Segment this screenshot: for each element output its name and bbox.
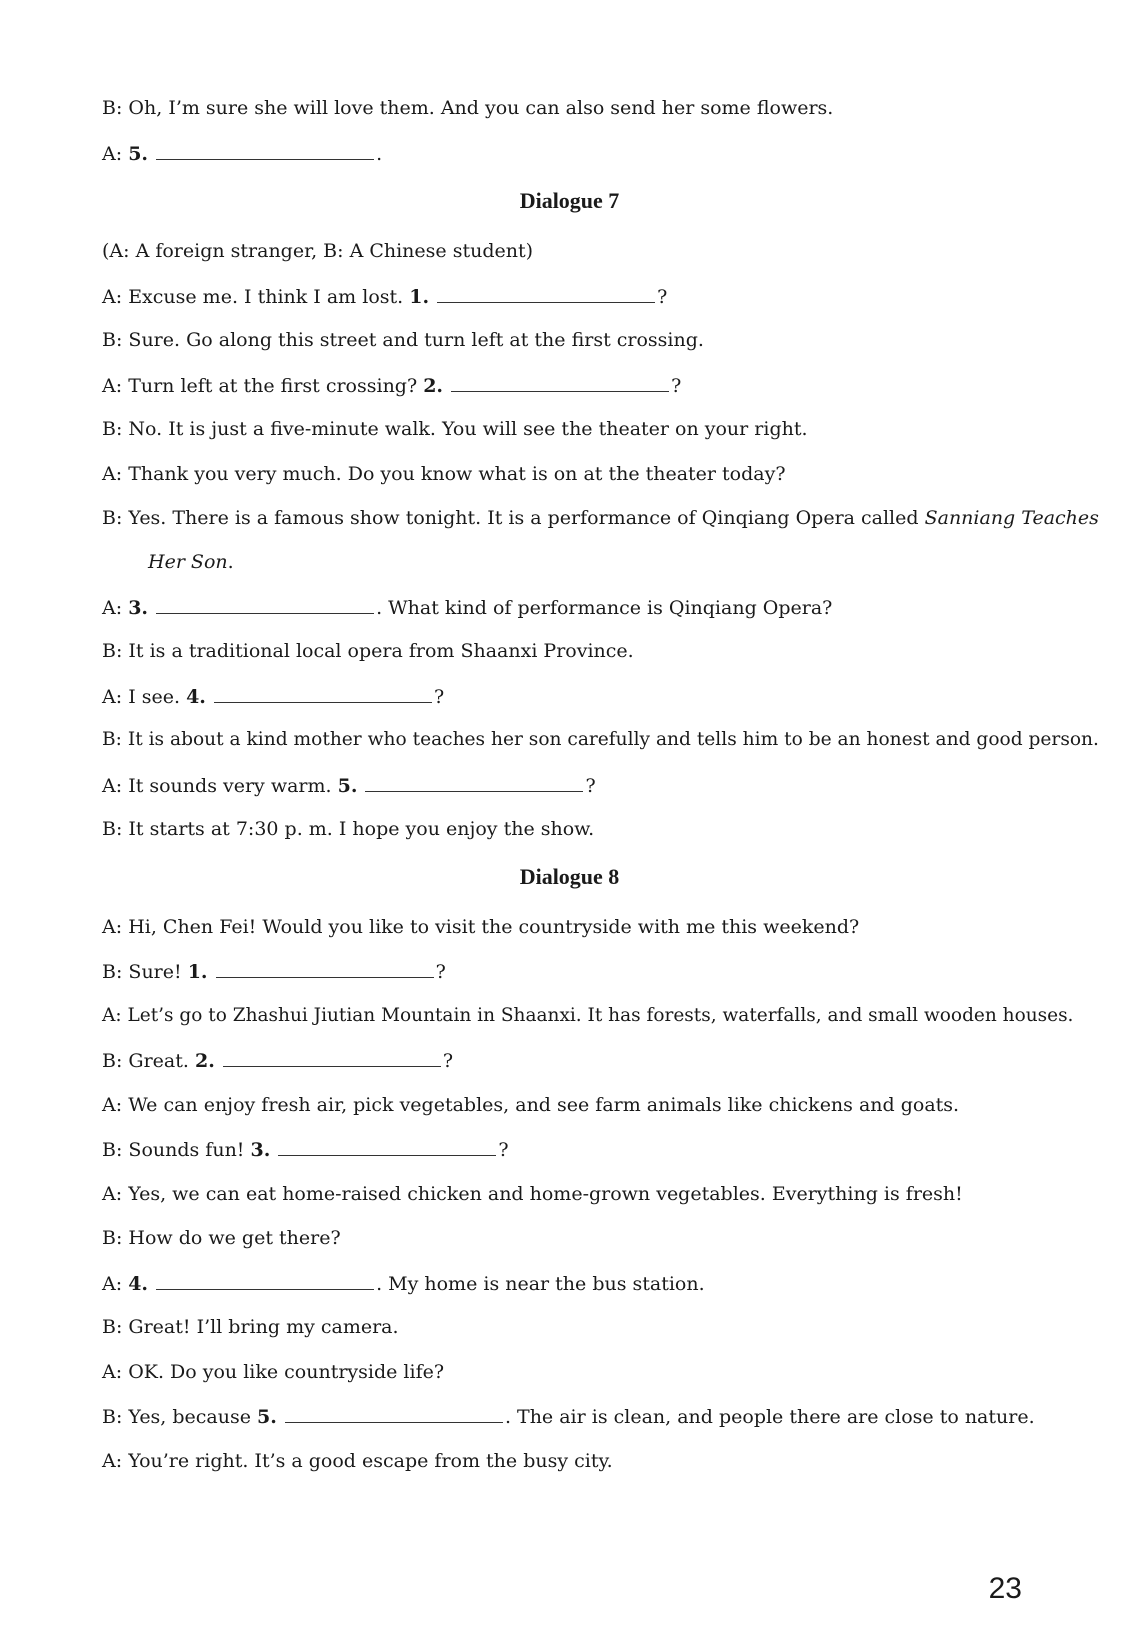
speaker-label: B — [102, 1227, 116, 1249]
speaker-label: B — [102, 818, 116, 840]
dialogue-line: A: Excuse me. I think I am lost. 1. ? — [102, 286, 668, 308]
speaker-label: A — [102, 916, 116, 938]
question-number: 4. — [128, 1273, 149, 1295]
line-text: We can enjoy fresh air, pick vegetables, and see farm animals like chickens and goats. — [128, 1094, 960, 1116]
dialogue-line: A: We can enjoy fresh air, pick vegetables, and see farm animals like chickens and goats. — [102, 1094, 960, 1116]
speaker-label: B — [102, 97, 116, 119]
section-title: Dialogue 7 — [519, 188, 620, 213]
speaker-label: B — [102, 640, 116, 662]
line-text: No. It is just a five-minute walk. You will see the theater on your right. — [128, 418, 808, 440]
answer-blank[interactable] — [278, 1137, 496, 1156]
line-text: It is about a kind mother who teaches her son carefully and tells him to be an honest and good person. — [127, 729, 1099, 750]
line-text: Turn left at the first crossing? — [128, 375, 418, 397]
question-number: 3. — [128, 597, 149, 619]
line-text: Sounds fun! — [128, 1139, 245, 1161]
line-text-after: ? — [657, 286, 668, 308]
answer-blank[interactable] — [156, 141, 374, 160]
question-number: 1. — [187, 961, 208, 983]
line-text: Excuse me. I think I am lost. — [128, 286, 404, 308]
answer-blank[interactable] — [285, 1404, 503, 1423]
line-text-after: ? — [435, 961, 446, 983]
dialogue-line: B: No. It is just a five-minute walk. You will see the theater on your right. — [102, 418, 808, 440]
speaker-label: A — [102, 775, 116, 797]
line-text-after: . What kind of performance is Qinqiang Opera? — [376, 597, 833, 619]
line-text: Sure. Go along this street and turn left at the first crossing. — [128, 329, 704, 351]
dialogue-line: B: Yes. There is a famous show tonight. It is a performance of Qinqiang Opera called Sanniang Teaches — [102, 507, 1099, 529]
dialogue-line: A: Thank you very much. Do you know what is on at the theater today? — [102, 463, 786, 485]
dialogue-line: B: Yes, because 5. . The air is clean, and people there are close to nature. — [102, 1406, 1035, 1428]
question-number: 5. — [128, 143, 149, 165]
dialogue-line: B: It is a traditional local opera from Shaanxi Province. — [102, 640, 634, 662]
answer-blank[interactable] — [437, 284, 655, 303]
dialogue-line: B: Sounds fun! 3. ? — [102, 1139, 509, 1161]
opera-title: Her Son — [148, 551, 228, 573]
line-text: I see. — [128, 686, 181, 708]
speaker-label: A — [102, 686, 116, 708]
line-text: Great. — [128, 1050, 189, 1072]
line-text: Yes. There is a famous show tonight. It is a performance of Qinqiang Opera called — [128, 507, 919, 529]
line-text: Oh, I’m sure she will love them. And you can also send her some flowers. — [128, 97, 834, 119]
line-text-after: ? — [585, 775, 596, 797]
question-number: 3. — [250, 1139, 271, 1161]
answer-blank[interactable] — [156, 595, 374, 614]
speaker-label: A — [102, 143, 116, 165]
dialogue-line: B: Sure. Go along this street and turn left at the first crossing. — [102, 329, 704, 351]
line-text-after: ? — [433, 686, 445, 708]
section-title: Dialogue 8 — [519, 864, 620, 889]
speaker-label: A — [102, 463, 116, 485]
line-text: Let’s go to Zhashui Jiutian Mountain in Shaanxi. It has forests, waterfalls, and small wooden houses. — [127, 1005, 1074, 1026]
speaker-label: B — [102, 1316, 116, 1338]
dialogue-line-continuation — [148, 550, 1039, 574]
answer-blank[interactable] — [451, 373, 669, 392]
dialogue-line: A: 3. . What kind of performance is Qinqiang Opera? — [102, 597, 833, 619]
line-text-after: . The air is clean, and people there are close to nature. — [504, 1406, 1035, 1428]
dialogue-line: B: Oh, I’m sure she will love them. And you can also send her some flowers. — [102, 97, 834, 119]
dialogue-line: A: It sounds very warm. 5. ? — [102, 775, 596, 797]
dialogue-line: A: Yes, we can eat home-raised chicken and home-grown vegetables. Everything is fresh! — [102, 1183, 963, 1205]
dialogue-line: B: Sure! 1. ? — [102, 961, 446, 983]
speaker-label: B — [102, 329, 116, 351]
dialogue-line: A: Hi, Chen Fei! Would you like to visit the countryside with me this weekend? — [102, 916, 860, 938]
speaker-label: A — [102, 1273, 116, 1295]
dialogue-line: A: 4. . My home is near the bus station. — [102, 1273, 705, 1295]
speaker-label: A — [102, 286, 116, 308]
opera-title: Sanniang Teaches — [924, 507, 1099, 529]
question-number: 1. — [409, 286, 430, 308]
roles-note: (A: A foreign stranger, B: A Chinese student) — [102, 240, 534, 262]
line-text: Hi, Chen Fei! Would you like to visit the countryside with me this weekend? — [128, 916, 860, 938]
speaker-label: A — [102, 1450, 116, 1472]
line-text-after: . My home is near the bus station. — [376, 1273, 705, 1295]
question-number: 4. — [186, 686, 206, 708]
dialogue-line: A: 5. . — [102, 143, 383, 165]
dialogue-line: A: Let’s go to Zhashui Jiutian Mountain in Shaanxi. It has forests, waterfalls, and small wooden houses. — [102, 1005, 1074, 1026]
speaker-label: A — [102, 1183, 116, 1205]
speaker-label: B — [102, 961, 116, 983]
line-text: Thank you very much. Do you know what is on at the theater today? — [128, 463, 786, 485]
question-number: 5. — [337, 775, 358, 797]
question-number: 2. — [423, 375, 444, 397]
line-text-after: . — [376, 143, 383, 165]
page-number: 23 — [988, 1572, 1022, 1605]
line-text-after: ? — [442, 1050, 454, 1072]
answer-blank[interactable] — [214, 684, 432, 703]
line-text: Great! I’ll bring my camera. — [128, 1316, 399, 1338]
dialogue-line: B: It is about a kind mother who teaches her son carefully and tells him to be an honest and good person. — [102, 729, 1099, 750]
dialogue-line: B: Great. 2. ? — [102, 1050, 454, 1072]
answer-blank[interactable] — [365, 773, 583, 792]
speaker-label: A — [102, 1005, 116, 1026]
dialogue-line: B: Great! I’ll bring my camera. — [102, 1316, 399, 1338]
speaker-label: A — [102, 597, 116, 619]
dialogue-line: B: It starts at 7:30 p. m. I hope you enjoy the show. — [102, 818, 595, 840]
speaker-label: B — [102, 418, 116, 440]
answer-blank[interactable] — [216, 959, 434, 978]
line-text: How do we get there? — [128, 1227, 341, 1249]
line-text: It is a traditional local opera from Shaanxi Province. — [128, 640, 634, 662]
speaker-label: B — [102, 729, 116, 750]
question-number: 2. — [194, 1050, 215, 1072]
line-text-after: ? — [498, 1139, 509, 1161]
line-text: Sure! — [128, 961, 182, 983]
speaker-label: A — [102, 375, 116, 397]
line-text: You’re right. It’s a good escape from the busy city. — [128, 1450, 613, 1472]
speaker-label: B — [102, 507, 116, 529]
dialogue-line: A: OK. Do you like countryside life? — [102, 1361, 445, 1383]
answer-blank[interactable] — [223, 1048, 441, 1067]
dialogue-line: A: Turn left at the first crossing? 2. ? — [102, 375, 682, 397]
line-text: Yes, we can eat home-raised chicken and home-grown vegetables. Everything is fresh! — [128, 1183, 963, 1205]
line-text-after: ? — [671, 375, 682, 397]
line-text: OK. Do you like countryside life? — [128, 1361, 445, 1383]
speaker-label: B — [102, 1139, 116, 1161]
dialogue-line: A: You’re right. It’s a good escape from the busy city. — [102, 1450, 613, 1472]
line-text: It starts at 7:30 p. m. I hope you enjoy the show. — [128, 818, 595, 840]
line-text: Yes, because — [128, 1406, 251, 1428]
speaker-label: B — [102, 1050, 116, 1072]
dialogue-line: B: How do we get there? — [102, 1227, 341, 1249]
dialogue-line: A: I see. 4. ? — [102, 686, 445, 708]
line-text: It sounds very warm. — [128, 775, 332, 797]
line-text-after: . — [227, 551, 234, 573]
answer-blank[interactable] — [156, 1271, 374, 1290]
speaker-label: A — [102, 1361, 116, 1383]
question-number: 5. — [257, 1406, 277, 1428]
speaker-label: B — [102, 1406, 116, 1428]
speaker-label: A — [102, 1094, 116, 1116]
